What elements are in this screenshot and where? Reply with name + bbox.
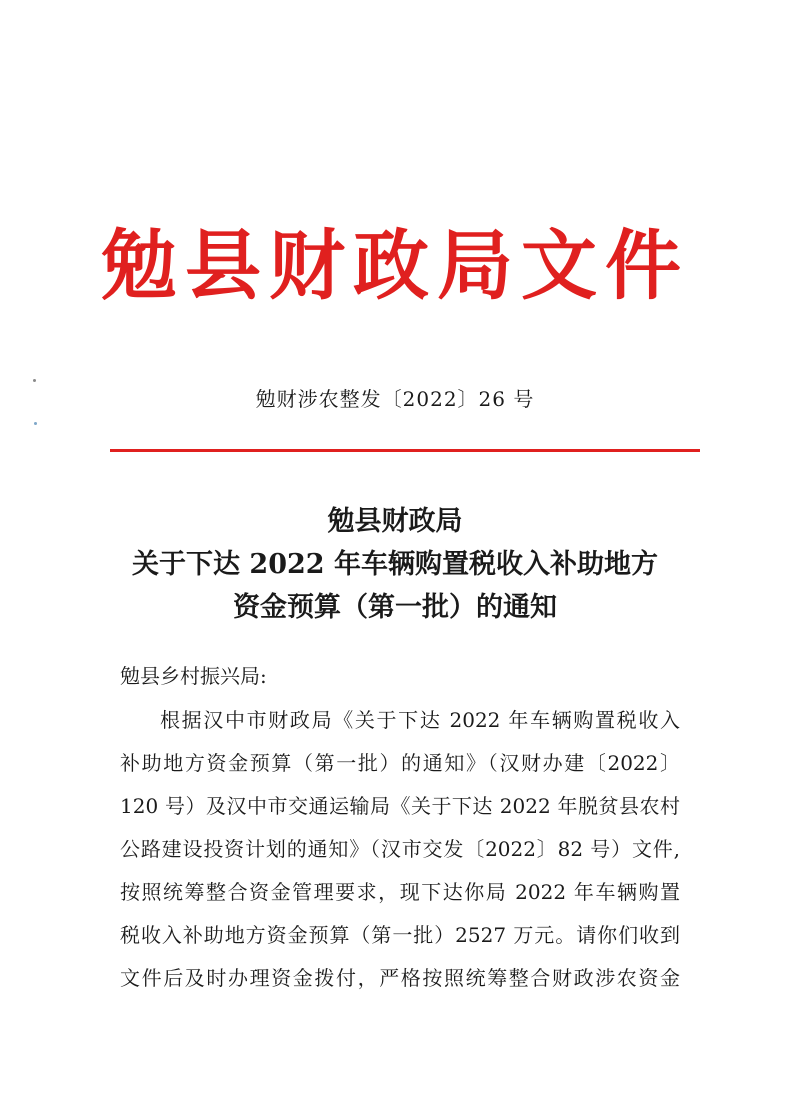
- body-line: 根据汉中市财政局《关于下达 2022 年车辆购置税收入: [160, 708, 680, 732]
- body-paragraph: [120, 706, 680, 1007]
- title-line-1: 勉县财政局: [327, 506, 463, 537]
- body-line: 公路建设投资计划的通知》（汉市交发〔2022〕82 号）文件,: [120, 837, 680, 861]
- document-title: [0, 500, 790, 629]
- body-line: 税收入补助地方资金预算（第一批）2527 万元。请你们收到: [120, 923, 680, 947]
- red-divider-line: [110, 449, 700, 452]
- body-line: 补助地方资金预算（第一批）的通知》（汉财办建〔2022〕: [120, 751, 680, 775]
- body-line: 文件后及时办理资金拨付，严格按照统筹整合财政涉农资金: [120, 966, 680, 990]
- title-line-3: 资金预算（第一批）的通知: [233, 592, 557, 623]
- scan-speck: [33, 379, 36, 382]
- title-line-2: 关于下达 2022 年车辆购置税收入补助地方: [132, 549, 658, 580]
- scan-speck: [34, 422, 37, 425]
- addressee: 勉县乡村振兴局:: [120, 664, 267, 688]
- document-masthead: 勉县财政局文件: [101, 221, 689, 310]
- document-number: 勉财涉农整发〔2022〕26 号: [255, 387, 535, 411]
- body-line: 按照统筹整合资金管理要求，现下达你局 2022 年车辆购置: [120, 880, 680, 904]
- body-line: 120 号）及汉中市交通运输局《关于下达 2022 年脱贫县农村: [120, 794, 680, 818]
